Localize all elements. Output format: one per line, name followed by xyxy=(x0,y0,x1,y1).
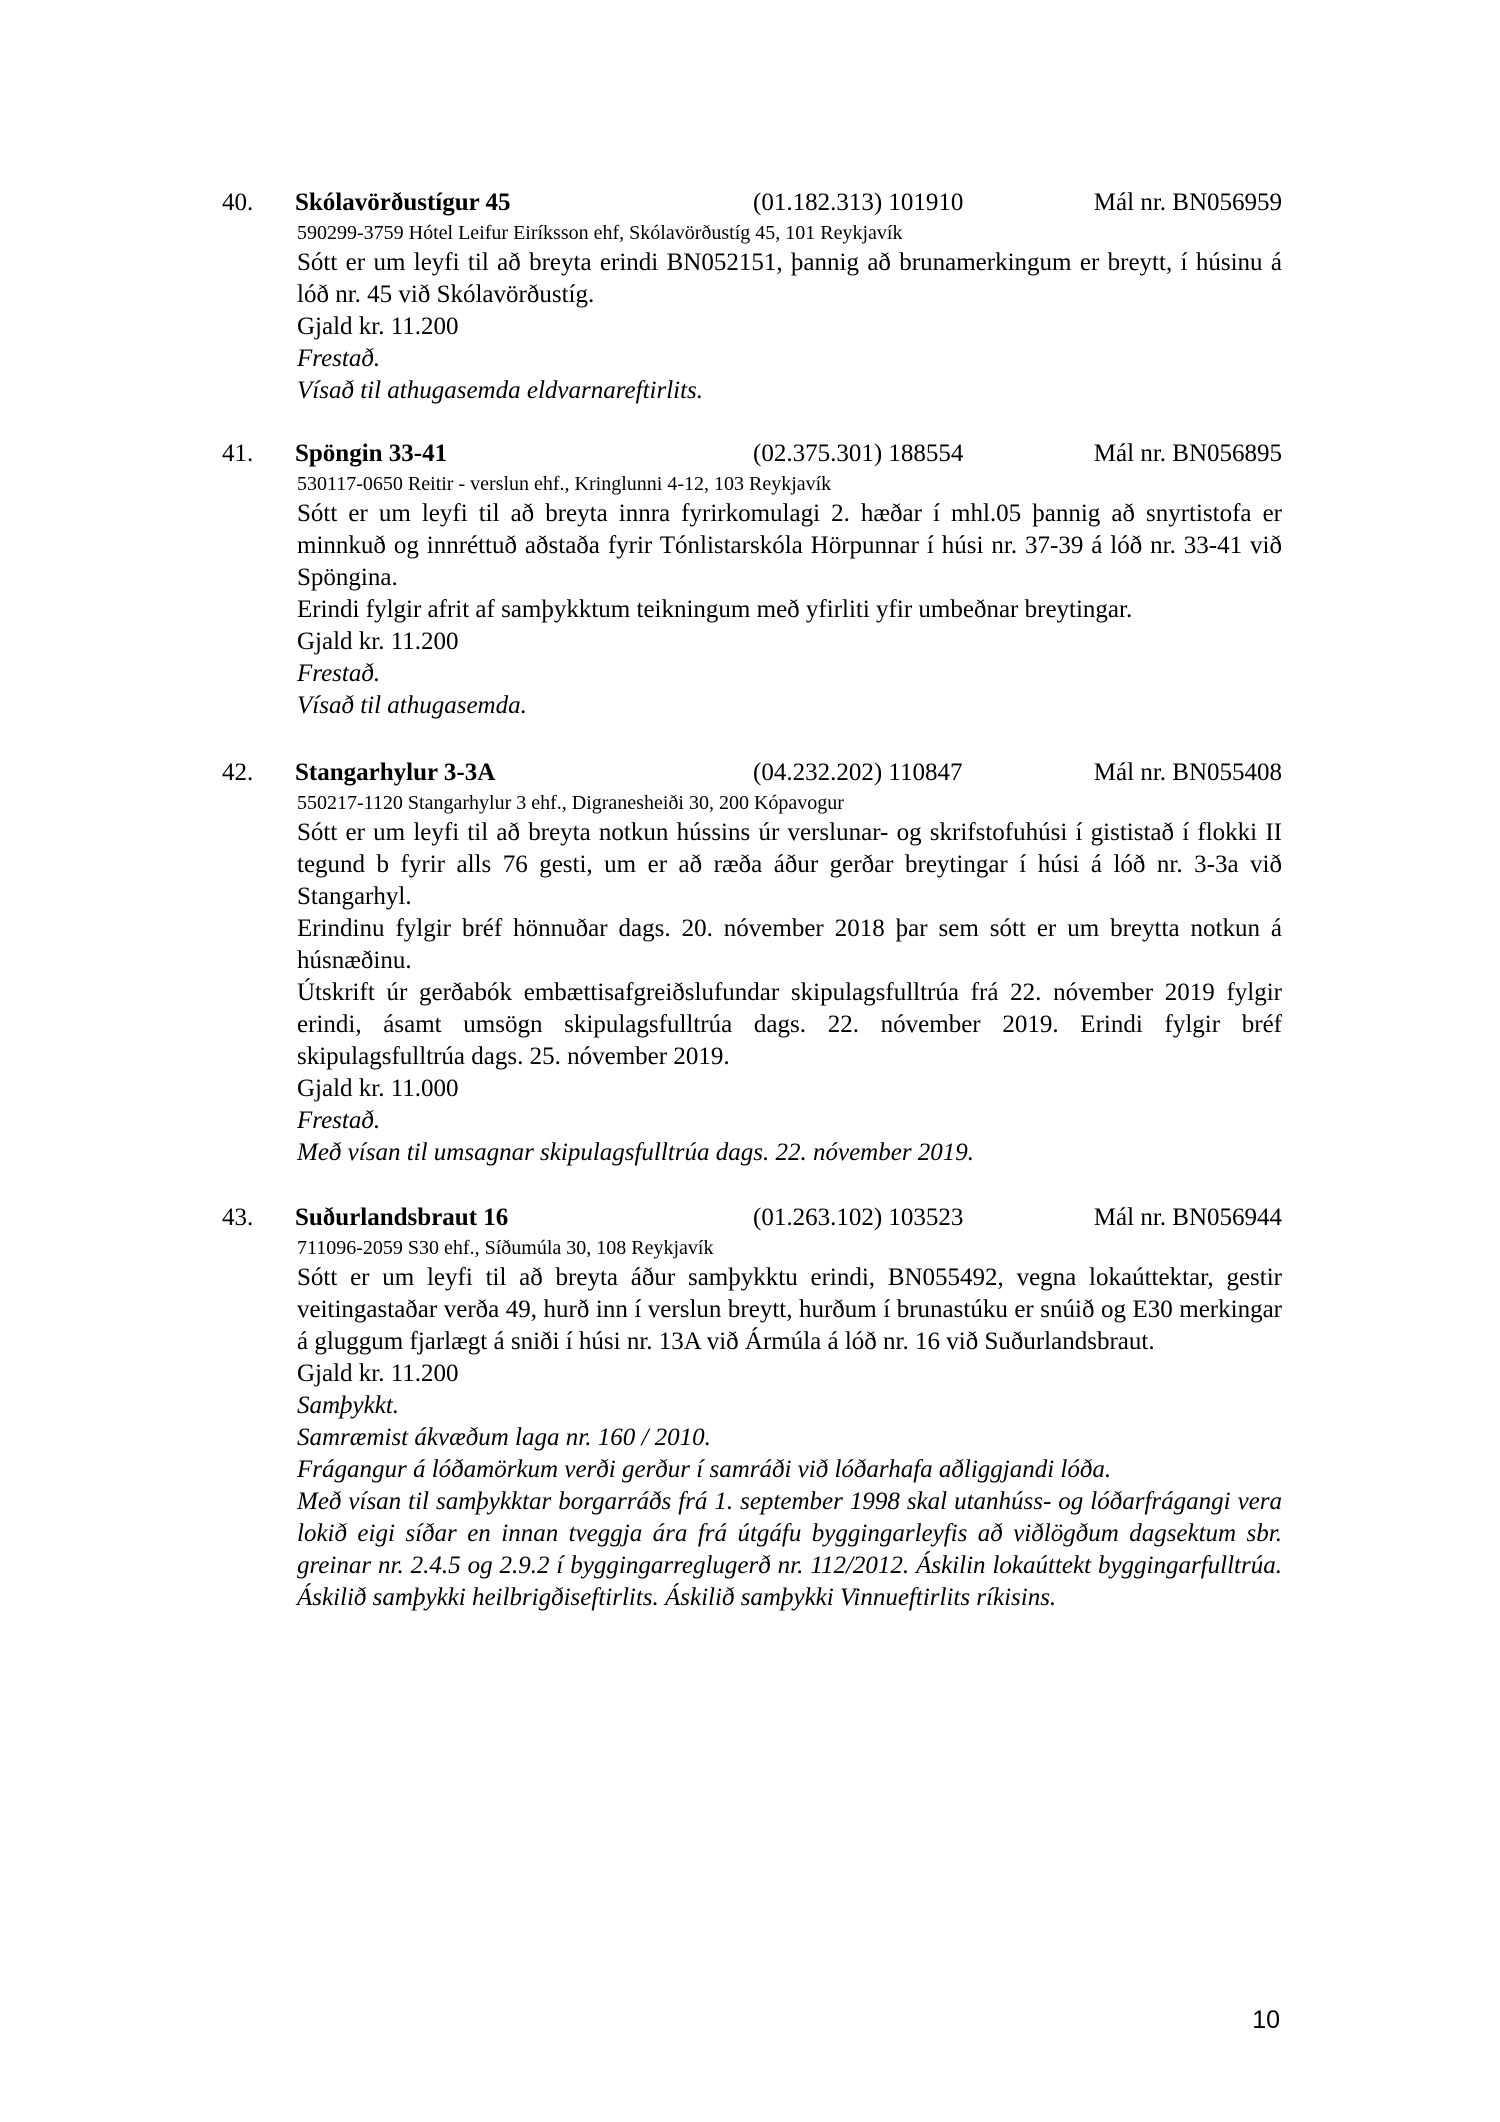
case-description: Erindinu fylgir bréf hönnuðar dags. 20. nóvember 2018 þar sem sótt er um breytta notkun á húsnæðinu. xyxy=(297,915,1282,974)
decision: Samþykkt. xyxy=(297,1392,400,1419)
case-reference: Mál nr. BN056944 xyxy=(1093,1204,1282,1231)
fee: Gjald kr. 11.200 xyxy=(297,628,459,655)
decision-note: Vísað til athugasemda eldvarnareftirlits. xyxy=(297,377,704,404)
land-number: (04.232.202) 110847 xyxy=(753,759,963,786)
case-heading xyxy=(222,186,1282,220)
decision-note: Vísað til athugasemda. xyxy=(297,692,527,719)
case-heading xyxy=(222,1201,1282,1235)
case-address: Stangarhylur 3-3A xyxy=(295,759,496,786)
case-heading xyxy=(222,437,1282,471)
land-number: (01.263.102) 103523 xyxy=(753,1204,964,1231)
case-address: Skólavörðustígur 45 xyxy=(295,189,511,216)
case-entry xyxy=(222,756,1282,1169)
decision-note: Samræmist ákvæðum laga nr. 160 / 2010. xyxy=(297,1424,711,1451)
decision-note: Með vísan til samþykktar borgarráðs frá 1. september 1998 skal utanhúss- og lóðarfrágangi vera lokið eigi síðar en innan tveggja ára frá útgáfu byggingarleyfis að viðlögðum dagsektum sbr. greinar nr. 2.4.5 og 2.9.2 í byggingarreglugerð nr. 112/2012. Áskilin lokaúttekt byggingarfulltrúa. Áskilið samþykki heilbrigðiseftirlits. Áskilið samþykki Vinnueftirlits ríkisins. xyxy=(297,1488,1282,1611)
fee: Gjald kr. 11.200 xyxy=(297,313,459,340)
case-number: 40. xyxy=(222,189,254,216)
case-heading xyxy=(222,756,1282,790)
fee: Gjald kr. 11.000 xyxy=(297,1075,459,1102)
applicant: 550217-1120 Stangarhylur 3 ehf., Digranesheiði 30, 200 Kópavogur xyxy=(297,792,844,814)
land-number: (01.182.313) 101910 xyxy=(753,189,964,216)
case-entry xyxy=(222,1201,1282,1614)
decision: Frestað. xyxy=(297,660,381,687)
decision-note: Með vísan til umsagnar skipulagsfulltrúa dags. 22. nóvember 2019. xyxy=(297,1139,975,1166)
fee: Gjald kr. 11.200 xyxy=(297,1360,459,1387)
applicant: 711096-2059 S30 ehf., Síðumúla 30, 108 Reykjavík xyxy=(297,1237,714,1259)
case-description: Sótt er um leyfi til að breyta innra fyrirkomulagi 2. hæðar í mhl.05 þannig að snyrtistofa er minnkuð og innréttuð aðstaða fyrir Tónlistarskóla Hörpunnar í húsi nr. 37-39 á lóð nr. 33-41 við Spöngina. xyxy=(297,500,1282,591)
decision: Frestað. xyxy=(297,1107,381,1134)
case-body xyxy=(297,220,1282,407)
decision-note: Frágangur á lóðamörkum verði gerður í samráði við lóðarhafa aðliggjandi lóða. xyxy=(297,1456,1112,1483)
case-body xyxy=(297,1235,1282,1614)
case-reference: Mál nr. BN056895 xyxy=(1093,440,1282,467)
land-number: (02.375.301) 188554 xyxy=(753,440,964,467)
case-description: Erindi fylgir afrit af samþykktum teikningum með yfirliti yfir umbeðnar breytingar. xyxy=(297,596,1133,623)
decision: Frestað. xyxy=(297,345,381,372)
case-body xyxy=(297,790,1282,1169)
case-description: Sótt er um leyfi til að breyta notkun hússins úr verslunar- og skrifstofuhúsi í gististað í flokki II tegund b fyrir alls 76 gesti, um er að ræða áður gerðar breytingar í húsi á lóð nr. 3-3a við Stangarhyl. xyxy=(297,819,1282,910)
case-description: Útskrift úr gerðabók embættisafgreiðslufundar skipulagsfulltrúa frá 22. nóvember 2019 fylgir erindi, ásamt umsögn skipulagsfulltrúa dags. 22. nóvember 2019. Erindi fylgir bréf skipulagsfulltrúa dags. 25. nóvember 2019. xyxy=(297,979,1282,1070)
case-description: Sótt er um leyfi til að breyta erindi BN052151, þannig að brunamerkingum er breytt, í húsinu á lóð nr. 45 við Skólavörðustíg. xyxy=(297,249,1282,308)
case-address: Suðurlandsbraut 16 xyxy=(295,1204,509,1231)
case-address: Spöngin 33-41 xyxy=(295,440,448,467)
applicant: 530117-0650 Reitir - verslun ehf., Kringlunni 4-12, 103 Reykjavík xyxy=(297,473,832,495)
case-reference: Mál nr. BN056959 xyxy=(1093,189,1282,216)
case-entry xyxy=(222,186,1282,407)
case-reference: Mál nr. BN055408 xyxy=(1093,759,1282,786)
case-number: 43. xyxy=(222,1204,254,1231)
page-number: 10 xyxy=(1252,2006,1280,2034)
case-entry xyxy=(222,437,1282,722)
case-number: 42. xyxy=(222,759,254,786)
case-description: Sótt er um leyfi til að breyta áður samþykktu erindi, BN055492, vegna lokaúttektar, gestir veitingastaðar verða 49, hurð inn í verslun breytt, hurðum í brunastúku er snúið og E30 merkingar á gluggum fjarlægt á sniði í húsi nr. 13A við Ármúla á lóð nr. 16 við Suðurlandsbraut. xyxy=(297,1264,1282,1355)
case-body xyxy=(297,471,1282,722)
applicant: 590299-3759 Hótel Leifur Eiríksson ehf, Skólavörðustíg 45, 101 Reykjavík xyxy=(297,222,903,244)
case-number: 41. xyxy=(222,440,254,467)
